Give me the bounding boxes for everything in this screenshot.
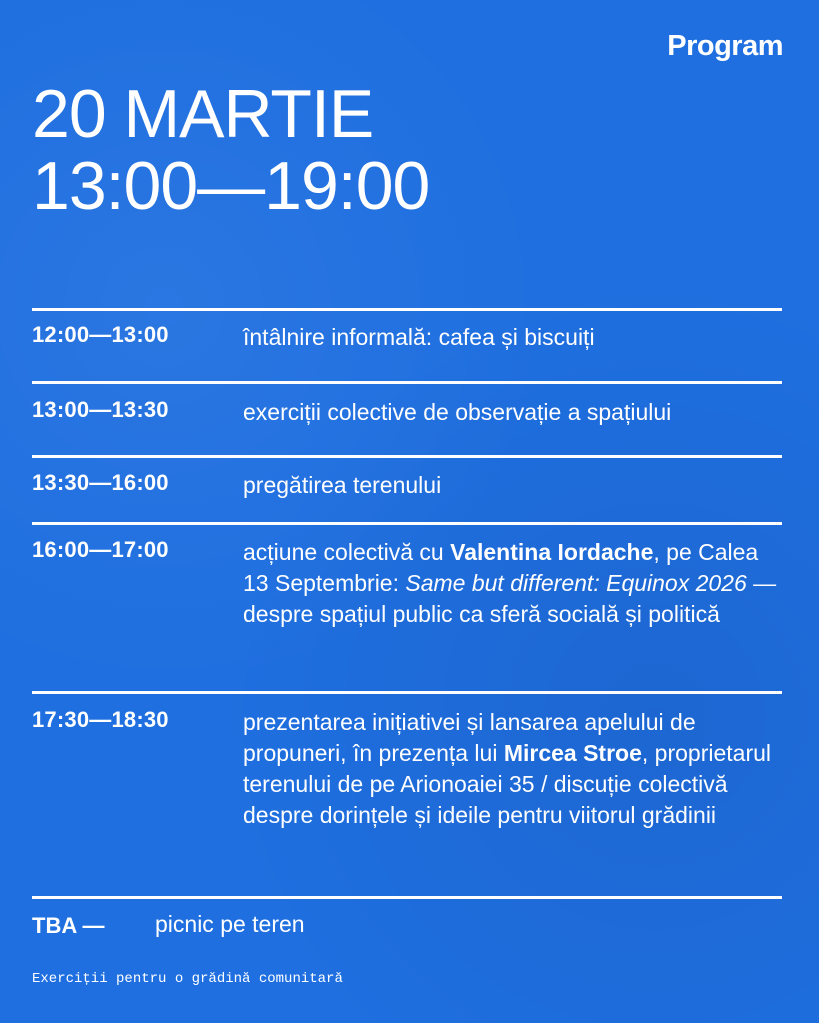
schedule-description [243,322,788,353]
schedule-time: 16:00—17:00 [32,537,169,562]
desc-text: pregătirea terenului [243,472,442,498]
headline [32,78,429,222]
schedule-description [243,707,788,831]
tba-description: picnic pe teren [155,911,305,937]
desc-text: , pe Calea 13 Septembrie: [243,539,759,596]
footer-caption: Exerciții pentru o grădină comunitară [32,971,343,987]
divider [32,896,782,899]
tba-label: TBA — [32,913,105,938]
schedule-description [243,470,788,501]
schedule-time: 13:00—13:30 [32,397,169,422]
person-name: Valentina Iordache [450,539,654,565]
person-name: Mircea Stroe [503,740,642,766]
schedule-time: 13:30—16:00 [32,470,169,495]
divider [32,381,782,384]
schedule-description [243,397,788,428]
desc-text: întâlnire informală: cafea și biscuiți [243,324,595,350]
desc-text: prezentarea inițiativei și lansarea apelului de propuneri, în prezența lui [243,709,696,766]
divider [32,522,782,525]
brand-title: Program [667,30,783,62]
divider [32,691,782,694]
schedule-description [243,537,788,630]
schedule-time: 12:00—13:00 [32,322,169,347]
event-date: 20 MARTIE [32,76,374,152]
desc-text: exerciții colective de observație a spațiului [243,399,672,425]
divider [32,308,782,311]
divider [32,455,782,458]
desc-text: , proprietarul terenului de pe Arionoaiei 35 / discuție colectivă despre dorințele și ideile pentru viitorul grădinii [243,740,772,828]
desc-text: — despre spațiul public ca sferă socială și politică [243,570,777,627]
desc-text: acțiune colectivă cu [243,539,451,565]
event-title: Same but different: Equinox 2026 [405,570,747,596]
event-hours: 13:00—19:00 [32,148,430,224]
schedule-time: 17:30—18:30 [32,707,169,732]
